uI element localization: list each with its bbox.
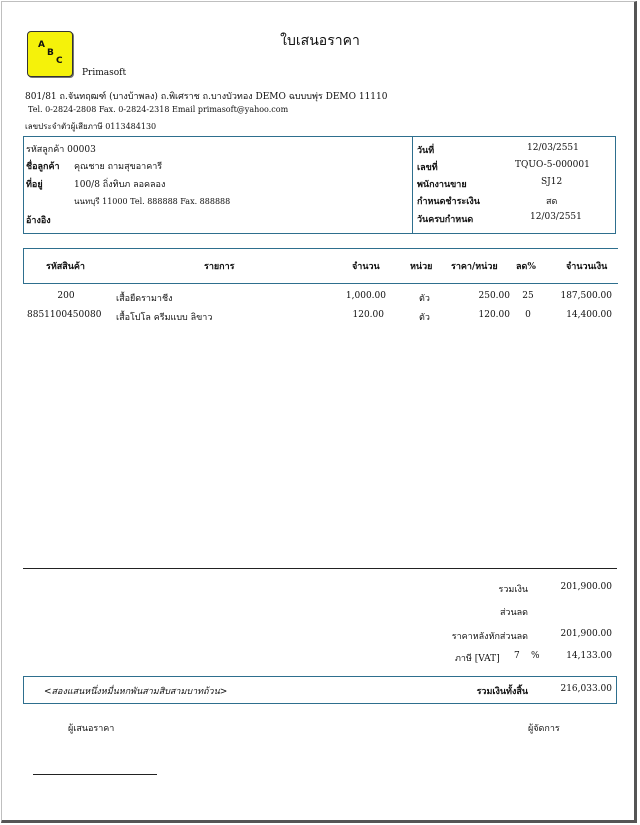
customer-name-label: ชื่อลูกค้า: [26, 162, 60, 172]
customer-name: คุณชาย ถามสุขอาคารี: [74, 162, 163, 172]
row2-desc: เสื้อโปโล ครีมแบบ ลิขาว: [116, 313, 213, 323]
due-label: วันครบกำหนด: [417, 215, 474, 225]
row2-unit: ตัว: [419, 313, 430, 323]
vat-label: ภาษี [VAT]: [455, 654, 500, 664]
company-address: 801/81 ถ.จันทฤฒฑ์ (บางบ้าพลง) ถ.พิเศราช ถ.บางบัวทอง DEMO ฉบบบพุ่ร DEMO 11110: [25, 92, 388, 102]
logo-letter-c: C: [56, 56, 63, 66]
row1-amount: 187,500.00: [560, 291, 612, 301]
doc-no-label: เลขที่: [417, 163, 438, 173]
customer-code: รหัสลูกค้า 00003: [26, 145, 96, 155]
col-code-header: รหัสสินค้า: [46, 262, 85, 272]
row2-amount: 14,400.00: [566, 310, 612, 320]
row1-qty: 1,000.00: [345, 291, 386, 301]
date-value: 12/03/2551: [527, 143, 579, 153]
logo-letter-b: B: [47, 48, 54, 58]
vat-percent-sign: %: [531, 651, 540, 661]
sum-value: 201,900.00: [560, 582, 612, 592]
col-unit-header: หน่วย: [410, 262, 433, 272]
document-title: ใบเสนอราคา: [280, 33, 360, 49]
sum-label: รวมเงิน: [498, 585, 528, 595]
vat-rate: 7: [514, 651, 520, 661]
customer-address-line1: 100/8 ถิ่งทิบภ ลอคลอง: [74, 180, 166, 190]
logo-letter-a: A: [38, 40, 45, 50]
grand-total-label: รวมเงินทั้งสิ้น: [476, 687, 528, 697]
signature-offerer-label: ผู้เสนอราคา: [68, 724, 115, 734]
col-desc-header: รายการ: [204, 262, 235, 272]
customer-address-label: ที่อยู่: [26, 180, 43, 190]
col-amount-header: จำนวนเงิน: [566, 262, 608, 272]
doc-no-value: TQUO-5-000001: [515, 160, 590, 170]
staff-label: พนักงานขาย: [417, 180, 467, 190]
after-discount-label: ราคาหลังหักส่วนลด: [451, 632, 528, 642]
signature-approver-label: ผู้จัดการ: [528, 724, 560, 734]
row2-qty: 120.00: [352, 310, 384, 320]
signature-line: [33, 774, 157, 775]
row1-unit: ตัว: [419, 294, 430, 304]
row1-price: 250.00: [478, 291, 510, 301]
staff-value: SJ12: [541, 177, 563, 187]
company-contact: Tel. 0-2824-2808 Fax. 0-2824-2318 Email primasoft@yahoo.com: [28, 105, 289, 114]
due-value: 12/03/2551: [530, 212, 582, 222]
col-disc-header: ลด%: [516, 262, 536, 272]
row2-disc: 0: [525, 310, 531, 320]
totals-divider: [23, 568, 617, 569]
col-price-header: ราคา/หน่วย: [451, 262, 498, 272]
row1-code: 200: [57, 291, 75, 301]
row2-price: 120.00: [478, 310, 510, 320]
grand-total-value: 216,033.00: [560, 684, 612, 694]
col-qty-header: จำนวน: [352, 262, 380, 272]
customer-address-line2: นนทบุรี 11000 Tel. 888888 Fax. 888888: [74, 197, 231, 206]
company-logo: [27, 31, 73, 77]
row1-disc: 25: [522, 291, 534, 301]
amount-in-words: <สองแสนหนึ่งหมื่นหกพันสามสิบสามบาทถ้วน>: [44, 687, 228, 697]
company-name: Primasoft: [82, 68, 127, 78]
vat-value: 14,133.00: [566, 651, 612, 661]
after-discount-value: 201,900.00: [560, 629, 612, 639]
terms-label: กำหนดชำระเงิน: [417, 197, 480, 207]
terms-value: สด: [546, 197, 558, 207]
date-label: วันที่: [417, 146, 435, 156]
company-tax-id: เลขประจำตัวผู้เสียภาษี 0113484130: [25, 122, 157, 131]
row2-code: 8851100450080: [27, 310, 102, 320]
row1-desc: เสื้อยืดรามาชีง: [116, 294, 173, 304]
discount-label: ส่วนลด: [499, 608, 528, 618]
customer-ref-label: อ้างอิง: [26, 216, 51, 226]
